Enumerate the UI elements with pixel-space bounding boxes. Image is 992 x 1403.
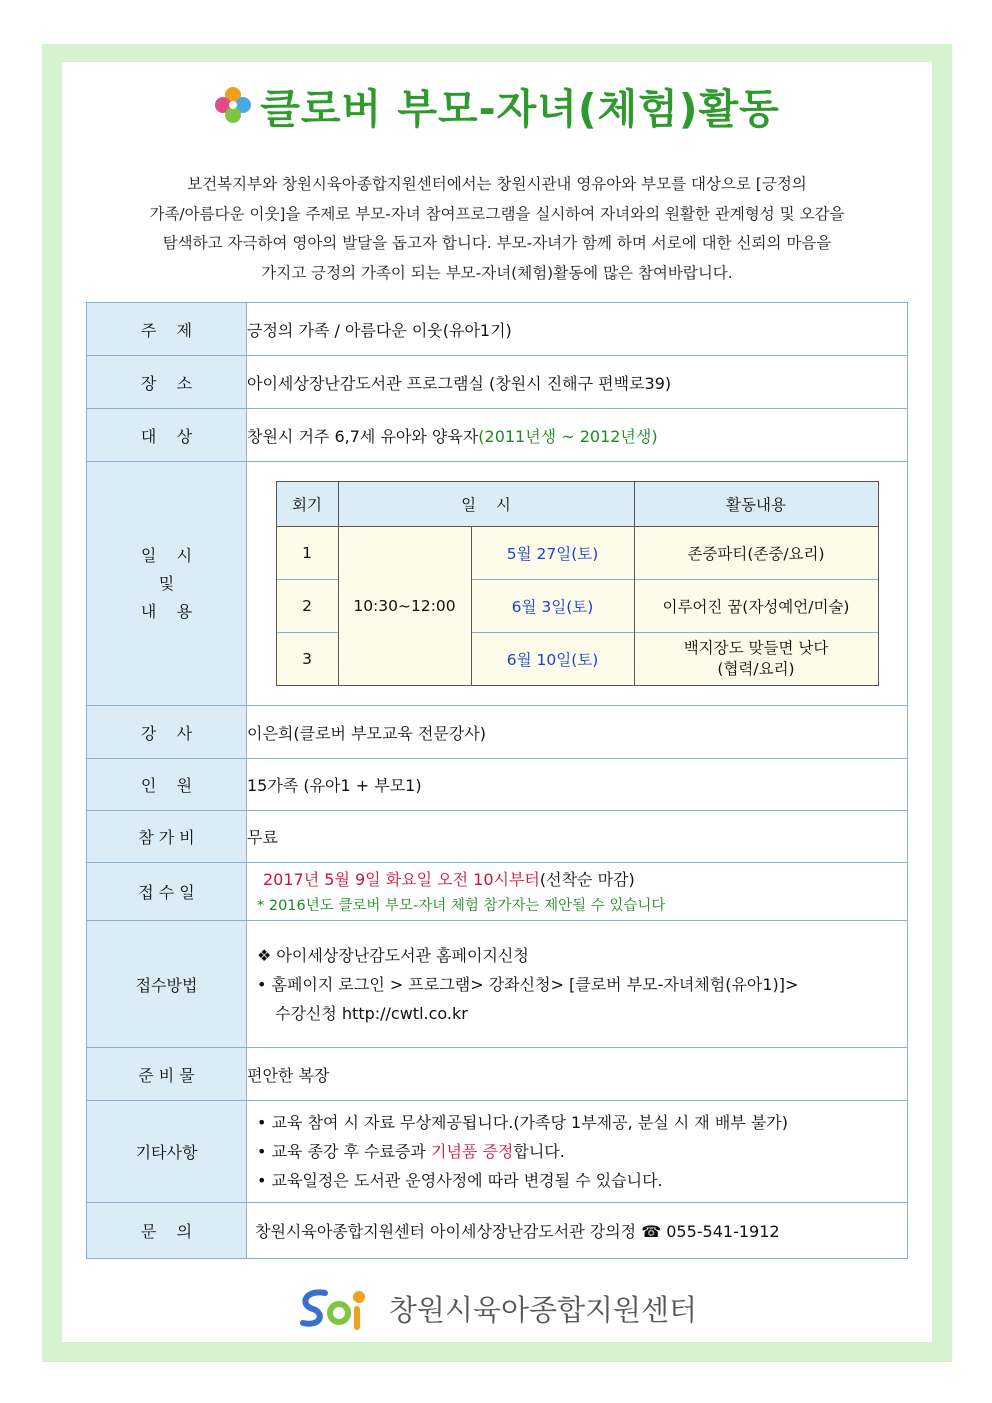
- title-bar: [0, 75, 992, 135]
- session-no: 2: [276, 580, 338, 633]
- row-reception-date: [87, 863, 908, 921]
- label-capacity: 인 원: [140, 776, 193, 795]
- schedule-row: [276, 527, 878, 580]
- value-theme: 긍정의 가족 / 아름다운 이웃(유아1기): [247, 303, 908, 356]
- label-place: 장 소: [140, 373, 193, 393]
- etc-line: • 교육 참여 시 자료 무상제공됩니다.(가족당 1부제공, 분실 시 재 배부 불가): [257, 1113, 788, 1132]
- label-schedule-2: 및: [158, 573, 175, 593]
- label-method: 접수방법: [135, 975, 198, 995]
- row-target: [87, 409, 908, 462]
- label-etc: 기타사항: [135, 1143, 198, 1162]
- session-no: 3: [276, 633, 338, 686]
- intro-line: 보건복지부와 창원시육아종합지원센터에서는 창원시관내 영유아와 부모를 대상으로 [긍정의: [187, 175, 807, 193]
- header-session: 회기: [276, 482, 338, 527]
- label-schedule-1: 일 시: [140, 545, 193, 565]
- value-capacity: 15가족 (유아1 + 부모1): [247, 759, 908, 811]
- label-target: 대 상: [140, 426, 193, 446]
- row-capacity: [87, 759, 908, 811]
- value-reception-start: 2017년 5월 9일 화요일 오전 10시부터: [263, 869, 540, 889]
- session-date: 5월 27일(토): [471, 527, 634, 580]
- intro-paragraph: [66, 170, 928, 288]
- label-fee: 참 가 비: [138, 828, 195, 847]
- org-name: 창원시육아종합지원센터: [388, 1292, 698, 1327]
- etc-line: • 교육 종강 후 수료증과: [257, 1142, 431, 1161]
- label-theme: 주 제: [140, 320, 193, 340]
- label-prep: 준 비 물: [138, 1065, 195, 1085]
- footer: [0, 1280, 992, 1336]
- session-activity: 백지장도 맞들면 낫다 (협력/요리): [634, 633, 878, 686]
- row-method: [87, 921, 908, 1048]
- row-theme: [87, 303, 908, 356]
- etc-gift: 기념품 증정: [430, 1142, 514, 1161]
- session-time: 10:30~12:00: [338, 527, 471, 686]
- value-instructor: 이은희(클로버 부모교육 전문강사): [247, 706, 908, 759]
- value-inquiry: 창원시육아종합지원센터 아이세상장난감도서관 강의정 ☎ 055-541-1912: [247, 1203, 908, 1259]
- label-schedule-3: 내 용: [140, 601, 193, 621]
- session-date: 6월 10일(토): [471, 633, 634, 686]
- value-reception-close: (선착순 마감): [539, 869, 635, 889]
- label-reception-date: 접 수 일: [138, 883, 195, 902]
- method-line: • 홈페이지 로그인 > 프로그램> 강좌신청> [클로버 부모-자녀체험(유아1)]>: [257, 974, 799, 994]
- session-activity: 존중파티(존중/요리): [634, 527, 878, 580]
- org-logo-icon: [295, 1283, 375, 1333]
- row-etc: [87, 1101, 908, 1203]
- value-target-birthyears: (2011년생 ~ 2012년생): [478, 426, 658, 446]
- label-inquiry: 문 의: [140, 1222, 193, 1241]
- page-title: 클로버 부모-자녀(체험)활동: [260, 84, 780, 133]
- schedule-table: [276, 481, 879, 686]
- row-instructor: [87, 706, 908, 759]
- reception-note: * 2016년도 클로버 부모-자녀 체험 참가자는 제안될 수 있습니다: [257, 897, 666, 914]
- row-fee: [87, 811, 908, 863]
- session-date: 6월 3일(토): [471, 580, 634, 633]
- row-place: [87, 356, 908, 409]
- value-fee: 무료: [247, 811, 908, 863]
- value-prep: 편안한 복장: [247, 1048, 908, 1101]
- value-target: 창원시 거주 6,7세 유아와 양육자: [247, 426, 479, 446]
- row-schedule: [87, 462, 908, 706]
- label-instructor: 강 사: [140, 723, 193, 743]
- header-activity: 활동내용: [634, 482, 878, 527]
- method-line: 수강신청 http://cwtl.co.kr: [275, 1003, 468, 1023]
- intro-line: 가지고 긍정의 가족이 되는 부모-자녀(체험)활동에 많은 참여바랍니다.: [261, 263, 733, 282]
- clover-icon: [212, 84, 254, 126]
- row-prep: [87, 1048, 908, 1101]
- intro-line: 가족/아름다운 이웃]을 주제로 부모-자녀 참여프로그램을 실시하여 자녀와의 원활한 관계형성 및 오감을: [149, 204, 845, 223]
- session-activity: 이루어진 꿈(자성예언/미술): [634, 580, 878, 633]
- header-datetime: 일 시: [461, 496, 511, 514]
- value-place: 아이세상장난감도서관 프로그램실 (창원시 진해구 편백로39): [247, 356, 908, 409]
- etc-line-end: 합니다.: [513, 1142, 565, 1161]
- info-table: [86, 302, 908, 1259]
- intro-line: 탐색하고 자극하여 영아의 발달을 돕고자 합니다. 부모-자녀가 함께 하며 서로에 대한 신뢰의 마음을: [162, 234, 832, 252]
- session-no: 1: [276, 527, 338, 580]
- method-line: ❖ 아이세상장난감도서관 홈페이지신청: [257, 945, 529, 965]
- etc-line: • 교육일정은 도서관 운영사정에 따라 변경될 수 있습니다.: [257, 1171, 663, 1190]
- schedule-header-row: [276, 482, 878, 527]
- row-inquiry: [87, 1203, 908, 1259]
